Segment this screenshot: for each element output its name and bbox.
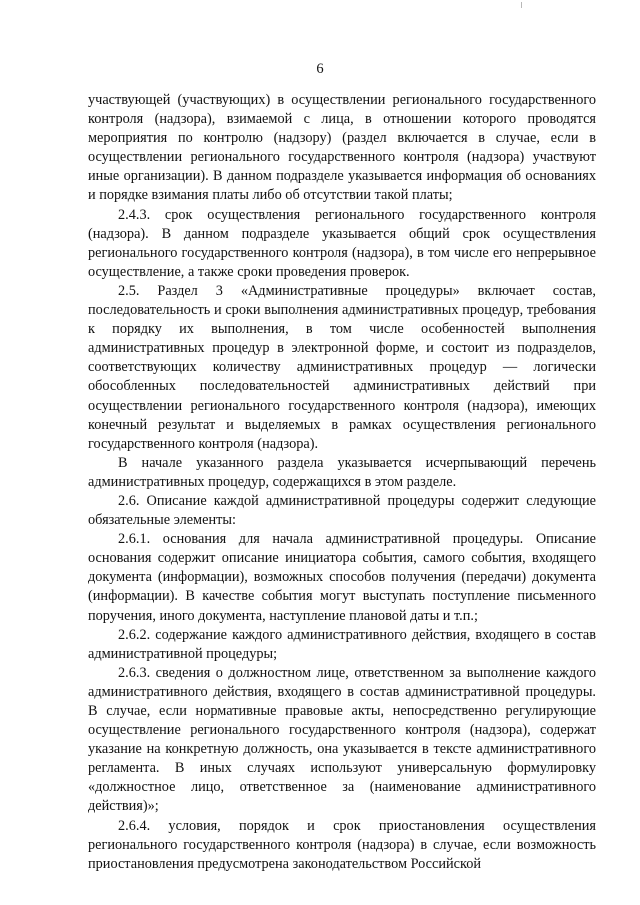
scan-mark (521, 2, 522, 8)
paragraph-2-5: 2.5. Раздел 3 «Административные процедуры» включает состав, последовательность и сроки выполнения административных процедур, требования к порядку их выполнения, в том числе особенностей выполнения административных процедур в электронной форме, и состоит из подразделов, соответствующих количеству административных процедур — логически обособленных последовательностей административных действий при осуществлении регионального государственного контроля (надзора), имеющих конечный результат и выделяемых в рамках осуществления регионального государственного контроля (надзора). (88, 282, 596, 452)
paragraph-2-6-4: 2.6.4. условия, порядок и срок приостановления осуществления регионального государственного контроля (надзора) в случае, если возможность приостановления предусмотрена законодательством Российской (88, 817, 596, 872)
paragraph-2-4-3: 2.4.3. срок осуществления регионального государственного контроля (надзора). В данном подразделе указывается общий срок осуществления регионального государственного контроля (надзора), в том числе его непрерывное осуществление, а также сроки проведения проверок. (88, 206, 596, 280)
paragraph-2-6-1: 2.6.1. основания для начала административной процедуры. Описание основания содержит описание инициатора события, самого события, входящего документа (информации), возможных способов получения (передачи) документа (информации). В качестве события могут выступать поступление письменного поручения, иного документа, наступление плановой даты и т.п.; (88, 531, 596, 624)
paragraph-2-5-intro: В начале указанного раздела указывается исчерпывающий перечень административных процедур, содержащихся в этом разделе. (88, 454, 596, 490)
page-number: 6 (316, 61, 324, 77)
paragraph-2-6: 2.6. Описание каждой административной процедуры содержит следующие обязательные элементы: (88, 492, 596, 529)
document-body (88, 91, 596, 874)
paragraph-continuation: участвующей (участвующих) в осуществлении регионального государственного контроля (надзора), взимаемой с лица, в отношении которого проводятся мероприятия по контролю (надзору) (раздел включается в случае, если в осуществлении регионального государственного контроля (надзора) участвуют иные организации). В данном подразделе указывается информация об основаниях и порядке взимания платы либо об отсутствии такой платы; (88, 92, 596, 204)
paragraph-2-6-2: 2.6.2. содержание каждого административного действия, входящего в состав административной процедуры; (88, 626, 596, 662)
paragraph-2-6-3: 2.6.3. сведения о должностном лице, ответственном за выполнение каждого административного действия, входящего в состав административной процедуры. В случае, если нормативные правовые акты, непосредственно регулирующие осуществление регионального государственного контроля (надзора), содержат указание на конкретную должность, она указывается в тексте административного регламента. В иных случаях используют универсальную формулировку «должностное лицо, ответственное за (наименование административного действия)»; (88, 664, 596, 815)
